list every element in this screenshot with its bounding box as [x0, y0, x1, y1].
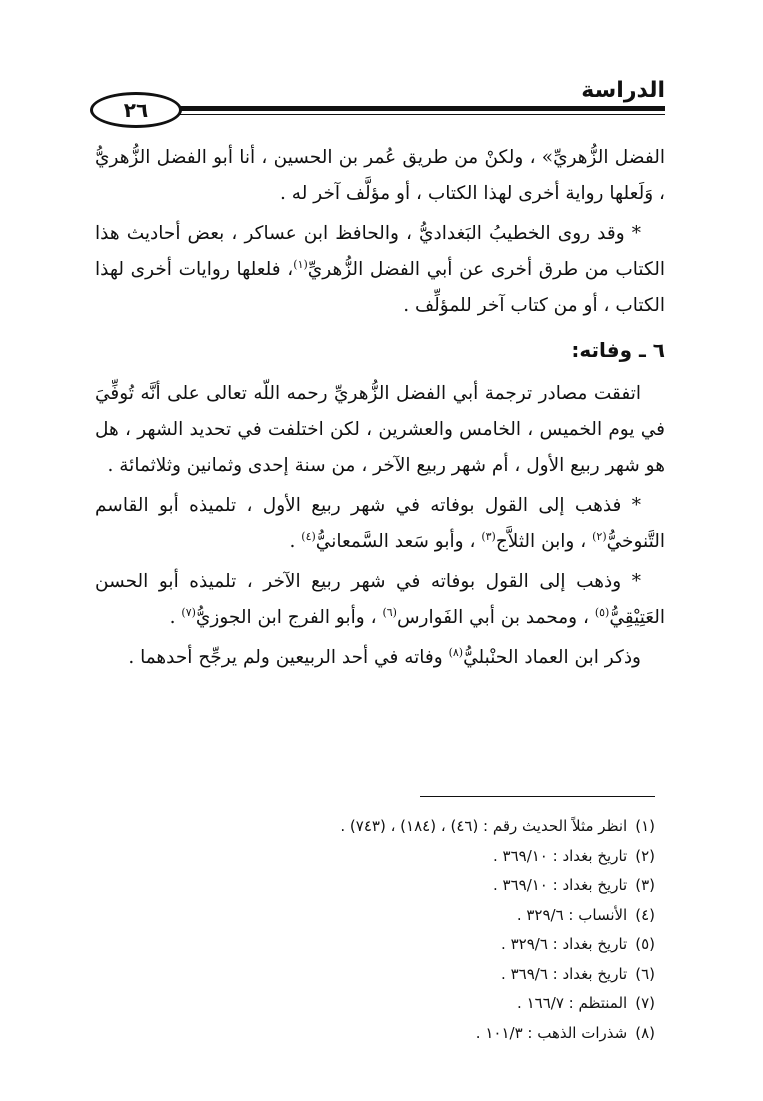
footnote-ref: (٦) [382, 605, 397, 619]
footnote-ref: (٤) [301, 529, 316, 543]
footnote-number: (٨) [635, 1023, 655, 1042]
footnote-item [230, 989, 655, 1019]
paragraph-death-intro: اتفقت مصادر ترجمة أبي الفضل الزُّهريِّ رحمه اللّه تعالى على أنَّه تُوفِّيَ في يوم الخميس ، الخامس والعشرين ، لكن اختلفت في تحديد الشهر ، هل هو شهر ربيع الأول ، أم شهر ربيع الآخر ، من سنة إحدى وثمانين وثلاثمائة . [95, 383, 665, 476]
footnote-number: (١) [635, 817, 655, 835]
footnote-number: (٧) [635, 994, 655, 1012]
footnote-item [230, 871, 655, 901]
paragraph-khatib-a: * وقد روى الخطيبُ البَغداديُّ ، والحافظ ابن عساكر ، بعض أحاديث هذا الكتاب من طرق أخرى عن أبي الفضل الزُّهريِّ [95, 223, 665, 280]
text-span: * وذهب إلى القول بوفاته في شهر ربيع الآخر ، تلميذه أبو الحسن العَتِيْقِيُّ [95, 571, 665, 628]
footnote-ref: (٢) [592, 529, 607, 543]
section-title: الدراسة [575, 78, 665, 103]
paragraph-intro: الفضل الزُّهريِّ» ، ولكنْ من طريق عُمر بن الحسين ، أنا أبو الفضل الزُّهريُّ ، وَلَعلها رواية أخرى لهذا الكتاب ، أو مؤلَّف آخر له . [95, 147, 665, 204]
body-text [95, 140, 665, 680]
paragraph-first-rabi: * فذهب إلى القول بوفاته في شهر ربيع الأول ، تلميذه أبو القاسم التَّنوخيُّ$^{(٢)}$ ، وابن الثلاَّج$^{(٣)}$ ، وأبو سَعد السَّمعانيُّ$^{(٤)}$ . [95, 495, 665, 552]
page-header [90, 78, 665, 132]
footnote-number: (٣) [635, 876, 655, 894]
footnote-item [230, 901, 655, 931]
footnote-ref: (٧) [181, 605, 196, 619]
footnote-item [230, 1019, 655, 1049]
text-span: وذكر ابن العماد الحنْبليُّ [463, 647, 641, 668]
footnote-number: (٦) [635, 964, 655, 983]
footnote-text: المنتظم : ١٦٦/٧ . [517, 994, 628, 1012]
footnote-ref: (٥) [594, 605, 610, 619]
paragraph-khatib-b: ، فلعلها روايات أخرى لهذا الكتاب ، أو من كتاب آخر للمؤلِّف . [95, 259, 665, 316]
footnote-text: تاريخ بغداد : ٣٢٩/٦ . [501, 935, 628, 953]
header-rule [170, 106, 665, 111]
footnote-number: (٥) [635, 935, 655, 953]
footnote-text: شذرات الذهب : ١٠١/٣ . [475, 1023, 628, 1042]
footnote-item [230, 960, 655, 990]
paragraph-khatib [95, 216, 665, 324]
header-rule-thin [170, 114, 665, 115]
footnote-text: الأنساب : ٣٢٩/٦ . [516, 905, 628, 924]
footnote-number: (٢) [635, 846, 655, 865]
text-span: ، وأبو سَعد السَّمعانيُّ [315, 531, 476, 552]
footnote-text: تاريخ بغداد : ٣٦٩/٦ . [501, 964, 628, 983]
footnotes [230, 812, 655, 1048]
footnote-text: تاريخ بغداد : ٣٦٩/١٠ . [492, 846, 628, 865]
footnote-item [230, 930, 655, 960]
text-span: ، وأبو الفرج ابن الجوزيُّ [195, 607, 377, 628]
footnote-ref: (٣) [481, 529, 496, 543]
page-number: ٢٦ [123, 98, 149, 122]
footnote-ref: (١) [293, 257, 308, 271]
footnote-ref: (٨) [448, 645, 464, 659]
text-span: وفاته في أحد الربيعين ولم يرجِّح أحدهما . [128, 647, 443, 668]
page-number-badge [90, 92, 182, 128]
paragraph-ibn-imad [95, 640, 665, 676]
text-span: * فذهب إلى القول بوفاته في شهر ربيع الأول ، تلميذه أبو القاسم التَّنوخيُّ [95, 495, 665, 552]
footnote-text: انظر مثلاً الحديث رقم : (٤٦) ، (١٨٤) ، (٧٤٣) . [340, 817, 628, 835]
paragraph-second-rabi: * وذهب إلى القول بوفاته في شهر ربيع الآخر ، تلميذه أبو الحسن العَتِيْقِيُّ$^{(٥)}$ ، ومحمد بن أبي الفَوارس$^{(٦)}$ ، وأبو الفرج ابن الجوزيُّ$^{(٧)}$ . [95, 571, 665, 628]
text-span: ، ومحمد بن أبي الفَوارس [396, 607, 589, 628]
footnote-separator [420, 796, 655, 797]
footnote-item [230, 812, 655, 842]
text-span: ، وابن الثلاَّج [495, 531, 587, 552]
footnote-item [230, 842, 655, 872]
footnote-number: (٤) [635, 905, 655, 924]
subheading-death: ٦ ـ وفاته: [571, 338, 665, 362]
footnote-text: تاريخ بغداد : ٣٦٩/١٠ . [492, 876, 628, 894]
